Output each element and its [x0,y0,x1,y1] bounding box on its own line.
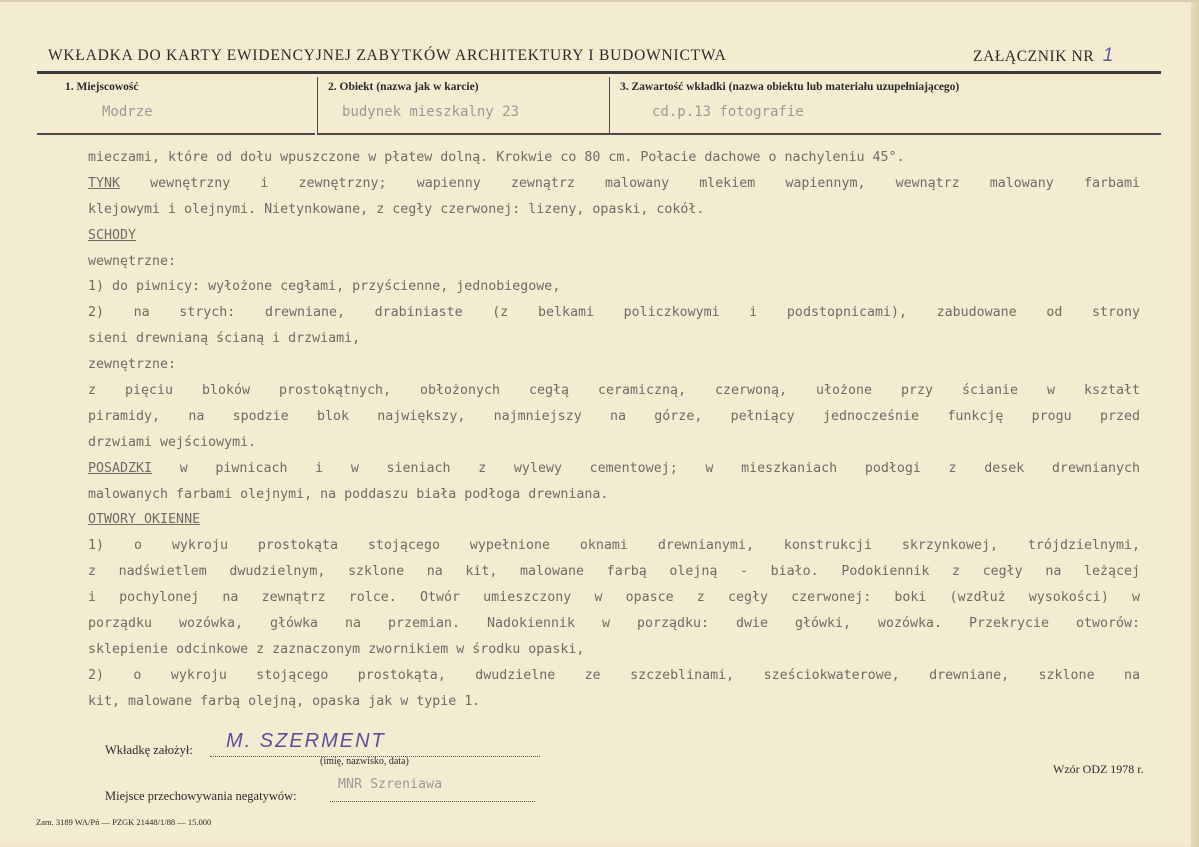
annex-label-text: ZAŁĄCZNIK NR [973,48,1095,65]
body-line [88,171,1140,197]
heading-schody: SCHODY [88,227,137,243]
body-line: 2) o wykroju stojącego prostokąta, dwudzielne ze szczeblinami, sześciokwaterowe, drewniane, szklone na [88,667,1140,683]
field-object-label: 2. Obiekt (nazwa jak w karcie) [328,81,479,93]
document-title: WKŁADKA DO KARTY EWIDENCYJNEJ ZABYTKÓW ARCHITEKTURY I BUDOWNICTWA [48,47,727,64]
annex-number: 1 [1102,45,1114,66]
negatives-value: MNR Szreniawa [338,777,443,792]
author-signature: M. SZERMENT [226,730,386,752]
body-line: klejowymi i olejnymi. Nietynkowane, z cegły czerwonej: lizeny, opaski, cokół. [88,201,705,217]
author-label: Wkładkę założył: [105,743,193,757]
body-line: piramidy, na spodzie blok największy, najmniejszy na górze, pełniący jednocześnie funkcję progu przed [88,408,1140,424]
header-rule [37,71,1161,74]
field-locality-value: Modrze [102,104,153,120]
form-pattern: Wzór ODZ 1978 r. [1053,762,1144,776]
body-line: drzwiami wejściowymi. [88,434,257,450]
negatives-line [330,801,535,802]
field-object [317,77,609,135]
paper-edge [1191,2,1199,847]
body-line-text: w piwnicach i w sieniach z wylewy cementowej; w mieszkaniach podłogi z desek drewnianych [179,460,1140,476]
body-line: 1) do piwnicy: wyłożone cegłami, przyścienne, jednobiegowe, [88,279,561,295]
body-line: z nadświetlem dwudzielnym, szklone na kit, malowane farbą olejną - biało. Podokiennik z cegły na leżącej [88,564,1140,580]
body-line: malowanych farbami olejnymi, na poddaszu biała podłoga drewniana. [88,486,609,502]
body-line: sklepienie odcinkowe z zaznaczonym zwornikiem w środku opaski, [88,641,585,657]
field-locality-label: 1. Miejscowość [65,81,139,93]
field-content [609,77,1161,135]
body-line: mieczami, które od dołu wpuszczone w płatew dolną. Krokwie co 80 cm. Połacie dachowe o nachyleniu 45°. [88,150,905,165]
author-caption: (imię, nazwisko, data) [320,756,409,767]
heading-otwory-okienne: OTWORY OKIENNE [88,512,201,528]
body-line: 2) na strych: drewniane, drabiniaste (z belkami policzkowymi i podstopnicami), zabudowane od strony [88,305,1140,321]
body-line: sieni drewnianą ścianą i drzwiami, [88,331,361,347]
body-line [88,456,1140,482]
field-content-value: cd.p.13 fotografie [652,104,804,120]
description-body [88,145,1140,715]
body-line: 1) o wykroju prostokąta stojącego wypełnione oknami drewnianymi, konstrukcji skrzynkowej, trójdzielnymi, [88,538,1140,554]
print-info: Zam. 3189 WA/Pń — PZGK 21448/1/88 — 15.000 [36,817,212,827]
negatives-label: Miejsce przechowywania negatywów: [105,789,297,803]
body-line: porządku wozówka, główka na przemian. Nadokiennik w porządku: dwie główki, wozówka. Przekrycie otworów: [88,616,1140,632]
body-line: i pochylonej na zewnątrz rolce. Otwór umieszczony w opasce z cegły czerwonej: boki (wzdłuż wysokości) w [88,590,1140,606]
body-line: kit, malowane farbą olejną, opaska jak w typie 1. [88,693,481,709]
body-line: wewnętrzne: [88,253,177,269]
field-object-value: budynek mieszkalny 23 [342,104,520,120]
body-line-text: wewnętrzny i zewnętrzny; wapienny zewnątrz malowany mlekiem wapiennym, wewnątrz malowany farbami [150,175,1140,191]
body-line: zewnętrzne: [88,357,177,373]
field-locality [37,77,315,135]
heading-tynk: TYNK [88,175,121,191]
field-content-label: 3. Zawartość wkładki (nazwa obiektu lub materiału uzupełniającego) [620,81,960,93]
heading-posadzki: POSADZKI [88,460,153,476]
body-line: z pięciu bloków prostokątnych, obłożonych cegłą ceramiczną, czerwoną, ułożone przy ścianie w kształt [88,383,1140,399]
annex-label [973,45,1114,67]
